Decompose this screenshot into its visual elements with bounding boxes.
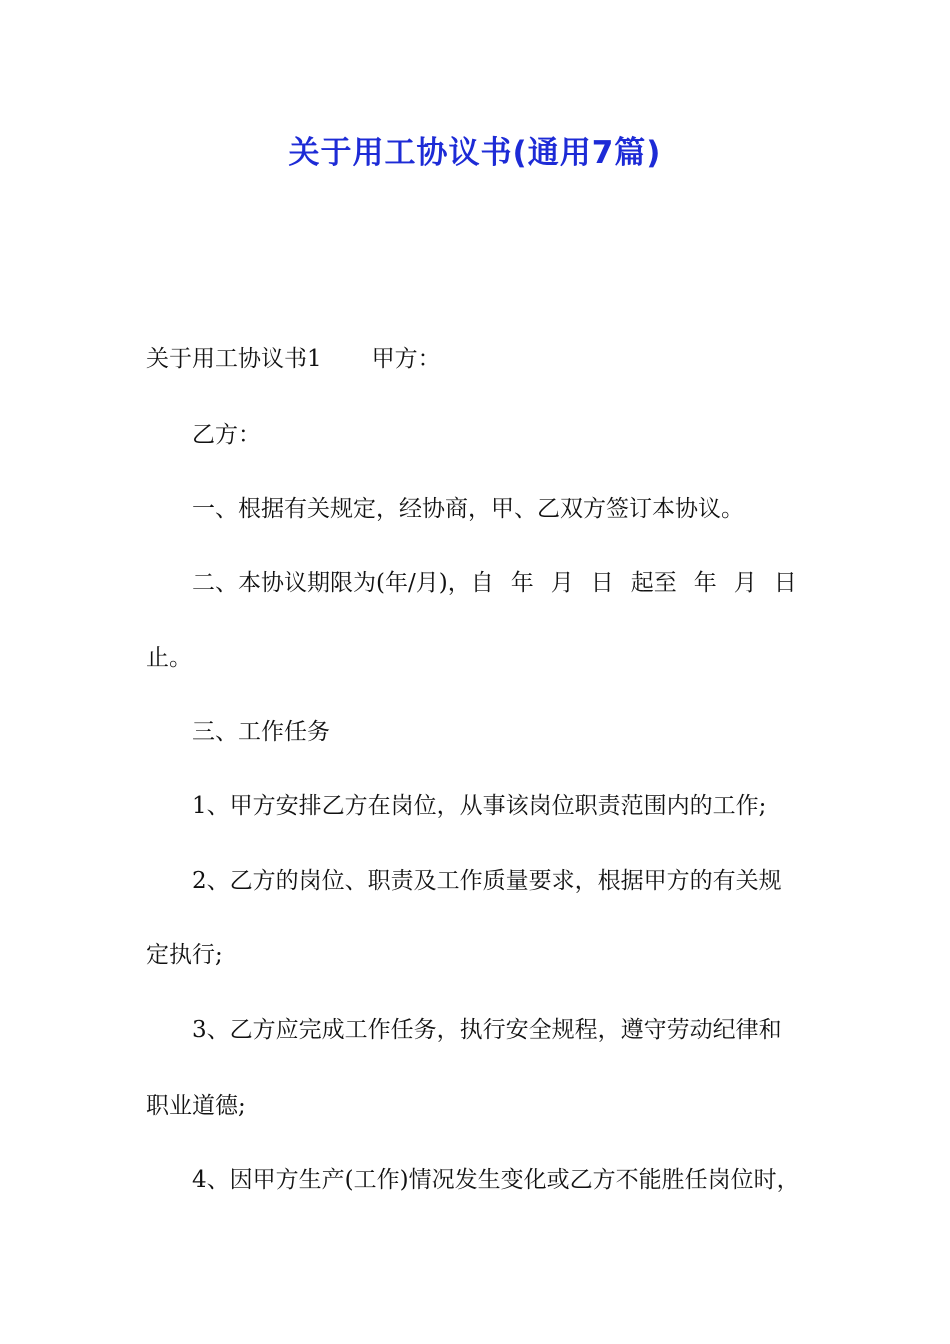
item-2-line-2: 定执行;	[146, 942, 223, 968]
clause-3-heading: 三、工作任务	[192, 719, 330, 745]
clause-2-day-2: 日	[773, 570, 797, 596]
clause-1: 一、根据有关规定，经协商，甲、乙双方签订本协议。	[192, 496, 744, 522]
document-title: 关于用工协议书(通用7篇)	[288, 135, 662, 171]
party-b-label: 乙方：	[192, 422, 261, 448]
clause-2-month-1: 月	[550, 570, 574, 596]
item-3-line-2: 职业道德;	[146, 1093, 246, 1119]
section-heading: 关于用工协议书1	[146, 346, 322, 372]
section-heading-line	[146, 344, 441, 374]
clause-2-day-1: 日	[590, 570, 614, 596]
item-2-line-1: 2、乙方的岗位、职责及工作质量要求，根据甲方的有关规	[192, 868, 782, 894]
item-4-line-1: 4、因甲方生产(工作)情况发生变化或乙方不能胜任岗位时，	[192, 1167, 800, 1193]
clause-2-lead: 二、本协议期限为(年/月)，自	[192, 570, 494, 596]
clause-2-line-1	[192, 568, 797, 598]
clause-2-year-2: 年	[693, 570, 717, 596]
clause-2-month-2: 月	[733, 570, 757, 596]
party-a-label: 甲方：	[371, 346, 441, 372]
item-1: 1、甲方安排乙方在岗位，从事该岗位职责范围内的工作;	[192, 793, 767, 819]
clause-2-year-1: 年	[510, 570, 534, 596]
clause-2-until: 起至	[630, 570, 677, 596]
clause-2-line-2: 止。	[146, 645, 192, 671]
item-3-line-1: 3、乙方应完成工作任务，执行安全规程，遵守劳动纪律和	[192, 1017, 782, 1043]
